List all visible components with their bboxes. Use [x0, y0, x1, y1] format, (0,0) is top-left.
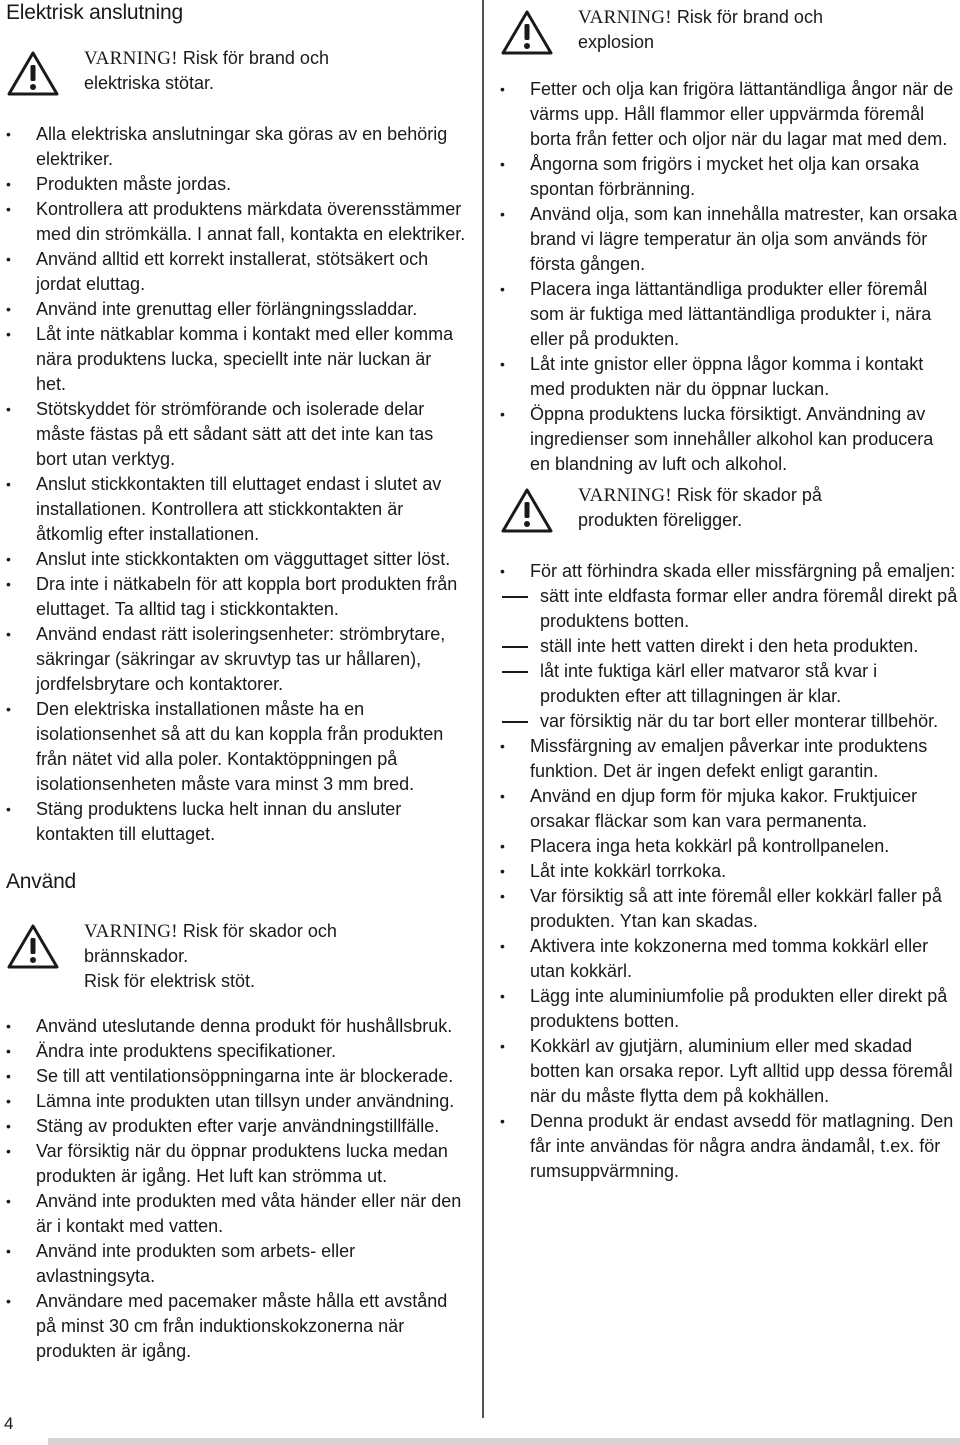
list-item: • Ångorna som frigörs i mycket het olja kan orsaka spontan förbränning.: [500, 152, 958, 202]
list-item: • Låt inte nätkablar komma i kontakt med eller komma nära produktens lucka, speciellt inte när luckan är het.: [6, 322, 466, 397]
list-item: • Använd inte grenuttag eller förlängningssladdar.: [6, 297, 466, 322]
list-item: • Ändra inte produktens specifikationer.: [6, 1039, 466, 1064]
list-item: • Användare med pacemaker måste hålla ett avstånd på minst 30 cm från induktionskokzonerna när produkten är igång.: [6, 1289, 466, 1364]
list-item: • Använd endast rätt isoleringsenheter: strömbrytare, säkringar (säkringar av skruvtyp tas ur hållaren), jordfelsbrytare och kontaktorer.: [6, 622, 466, 697]
warning-line: [578, 5, 958, 30]
warning-triangle-icon: [6, 50, 60, 98]
list-item: • Kokkärl av gjutjärn, aluminium eller med skadad botten kan orsaka repor. Lyft alltid upp dessa föremål när du måste flytta dem på kokhällen.: [500, 1034, 958, 1109]
warning-text: Risk för skador och: [177, 921, 337, 941]
warning-triangle-icon: [6, 923, 60, 971]
list-item: • Var försiktig så att inte föremål eller kokkärl faller på produkten. Ytan kan skadas.: [500, 884, 958, 934]
list-item: • Kontrollera att produktens märkdata överensstämmer med din strömkälla. I annat fall, kontakta en elektriker.: [6, 197, 466, 247]
list-item: • Var försiktig när du öppnar produktens lucka medan produkten är igång. Het luft kan strömma ut.: [6, 1139, 466, 1189]
warning-text: Risk för skador på: [671, 485, 822, 505]
list-item: • Placera inga heta kokkärl på kontrollpanelen.: [500, 834, 958, 859]
list-item: [500, 559, 958, 734]
list-item: • Använd en djup form för mjuka kakor. Fruktjuicer orsakar fläckar som kan vara permanenta.: [500, 784, 958, 834]
warning-line: produkten föreligger.: [578, 510, 743, 530]
warning-text: Risk för brand och: [177, 48, 329, 68]
list-item: • Stäng produktens lucka helt innan du ansluter kontakten till eluttaget.: [6, 797, 466, 847]
list-item: • Låt inte kokkärl torrkoka.: [500, 859, 958, 884]
warning-text: Risk för brand och: [671, 7, 823, 27]
list-item: • Lämna inte produkten utan tillsyn under användning.: [6, 1089, 466, 1114]
list-item: • Använd inte produkten med våta händer eller när den är i kontakt med vatten.: [6, 1189, 466, 1239]
warning-line: [84, 46, 466, 71]
warning-line: explosion: [578, 32, 655, 52]
bullet-list-damage: [500, 559, 958, 1184]
column-divider: [482, 0, 484, 1418]
warning-line: [578, 483, 958, 508]
warning-fire: [500, 5, 958, 67]
list-item: • Använd olja, som kan innehålla matrester, kan orsaka brand vi lägre temperatur än olja som används för första gången.: [500, 202, 958, 277]
list-item: • Stäng av produkten efter varje användningstillfälle.: [6, 1114, 466, 1139]
list-item: • Produkten måste jordas.: [6, 172, 466, 197]
list-item: • Stötskyddet för strömförande och isolerade delar måste fästas på ett sådant sätt att det inte kan tas bort utan verktyg.: [6, 397, 466, 472]
warning-damage: [500, 483, 958, 545]
left-column: [6, 0, 466, 1364]
warning-word: VARNING!: [578, 7, 672, 28]
warning-word: VARNING!: [84, 48, 178, 69]
list-item: • Använd alltid ett korrekt installerat, stötsäkert och jordat eluttag.: [6, 247, 466, 297]
dash-item: låt inte fuktiga kärl eller matvaror stå kvar i produkten efter att tillagningen är klar.: [500, 659, 958, 709]
section-heading-use: Använd: [6, 870, 77, 893]
list-item: • Denna produkt är endast avsedd för matlagning. Den får inte användas för några andra ändamål, t.ex. för rumsuppvärmning.: [500, 1109, 958, 1184]
bullet-list-fire: [500, 77, 958, 477]
list-item: • Aktivera inte kokzonerna med tomma kokkärl eller utan kokkärl.: [500, 934, 958, 984]
list-item: • Den elektriska installationen måste ha en isolationsenhet så att du kan koppla från produkten från nätet vid alla poler. Kontaktöppningen på isolationsenheten måste vara minst 3 mm bred.: [6, 697, 466, 797]
list-item: • Anslut inte stickkontakten om vägguttaget sitter löst.: [6, 547, 466, 572]
dash-item: ställ inte hett vatten direkt i den heta produkten.: [500, 634, 958, 659]
warning-word: VARNING!: [84, 921, 178, 942]
list-item-text: För att förhindra skada eller missfärgning på emaljen:: [530, 561, 956, 581]
list-item: • Använd uteslutande denna produkt för hushållsbruk.: [6, 1014, 466, 1039]
warning-triangle-icon: [500, 9, 554, 57]
warning-triangle-icon: [500, 487, 554, 535]
dash-item: sätt inte eldfasta formar eller andra föremål direkt på produktens botten.: [500, 584, 958, 634]
warning-use: [6, 919, 466, 994]
list-item: • Missfärgning av emaljen påverkar inte produktens funktion. Det är ingen defekt enligt garantin.: [500, 734, 958, 784]
warning-electrical: [6, 46, 466, 108]
page-number: 4: [4, 1414, 14, 1433]
warning-line: brännskador.: [84, 946, 189, 966]
footer-bar: [48, 1438, 960, 1445]
dash-list: [500, 584, 958, 734]
list-item: • Alla elektriska anslutningar ska göras av en behörig elektriker.: [6, 122, 466, 172]
list-item: • Anslut stickkontakten till eluttaget endast i slutet av installationen. Kontrollera att stickkontakten är åtkomlig efter installationen.: [6, 472, 466, 547]
right-column: [500, 0, 958, 1184]
warning-line: Risk för elektrisk stöt.: [84, 971, 256, 991]
warning-word: VARNING!: [578, 485, 672, 506]
section-heading-electrical: Elektrisk anslutning: [6, 1, 183, 24]
list-item: • Öppna produktens lucka försiktigt. Användning av ingredienser som innehåller alkohol kan producera en blandning av luft och alkohol.: [500, 402, 958, 477]
dash-item: var försiktig när du tar bort eller monterar tillbehör.: [500, 709, 958, 734]
list-item: • Placera inga lättantändliga produkter eller föremål som är fuktiga med lättantändliga produkter i, nära eller på produkten.: [500, 277, 958, 352]
list-item: • Fetter och olja kan frigöra lättantändliga ångor när de värms upp. Håll flammor eller uppvärmda föremål borta från fetter och oljor när du lagar mat med dem.: [500, 77, 958, 152]
list-item: • Se till att ventilationsöppningarna inte är blockerade.: [6, 1064, 466, 1089]
warning-line: [84, 919, 466, 944]
list-item: • Dra inte i nätkabeln för att koppla bort produkten från eluttaget. Ta alltid tag i stickkontakten.: [6, 572, 466, 622]
bullet-list-electrical: [6, 122, 466, 847]
list-item: • Använd inte produkten som arbets- eller avlastningsyta.: [6, 1239, 466, 1289]
warning-line: elektriska stötar.: [84, 73, 215, 93]
bullet-list-use: [6, 1014, 466, 1364]
list-item: • Låt inte gnistor eller öppna lågor komma i kontakt med produkten när du öppnar luckan.: [500, 352, 958, 402]
list-item: • Lägg inte aluminiumfolie på produkten eller direkt på produktens botten.: [500, 984, 958, 1034]
